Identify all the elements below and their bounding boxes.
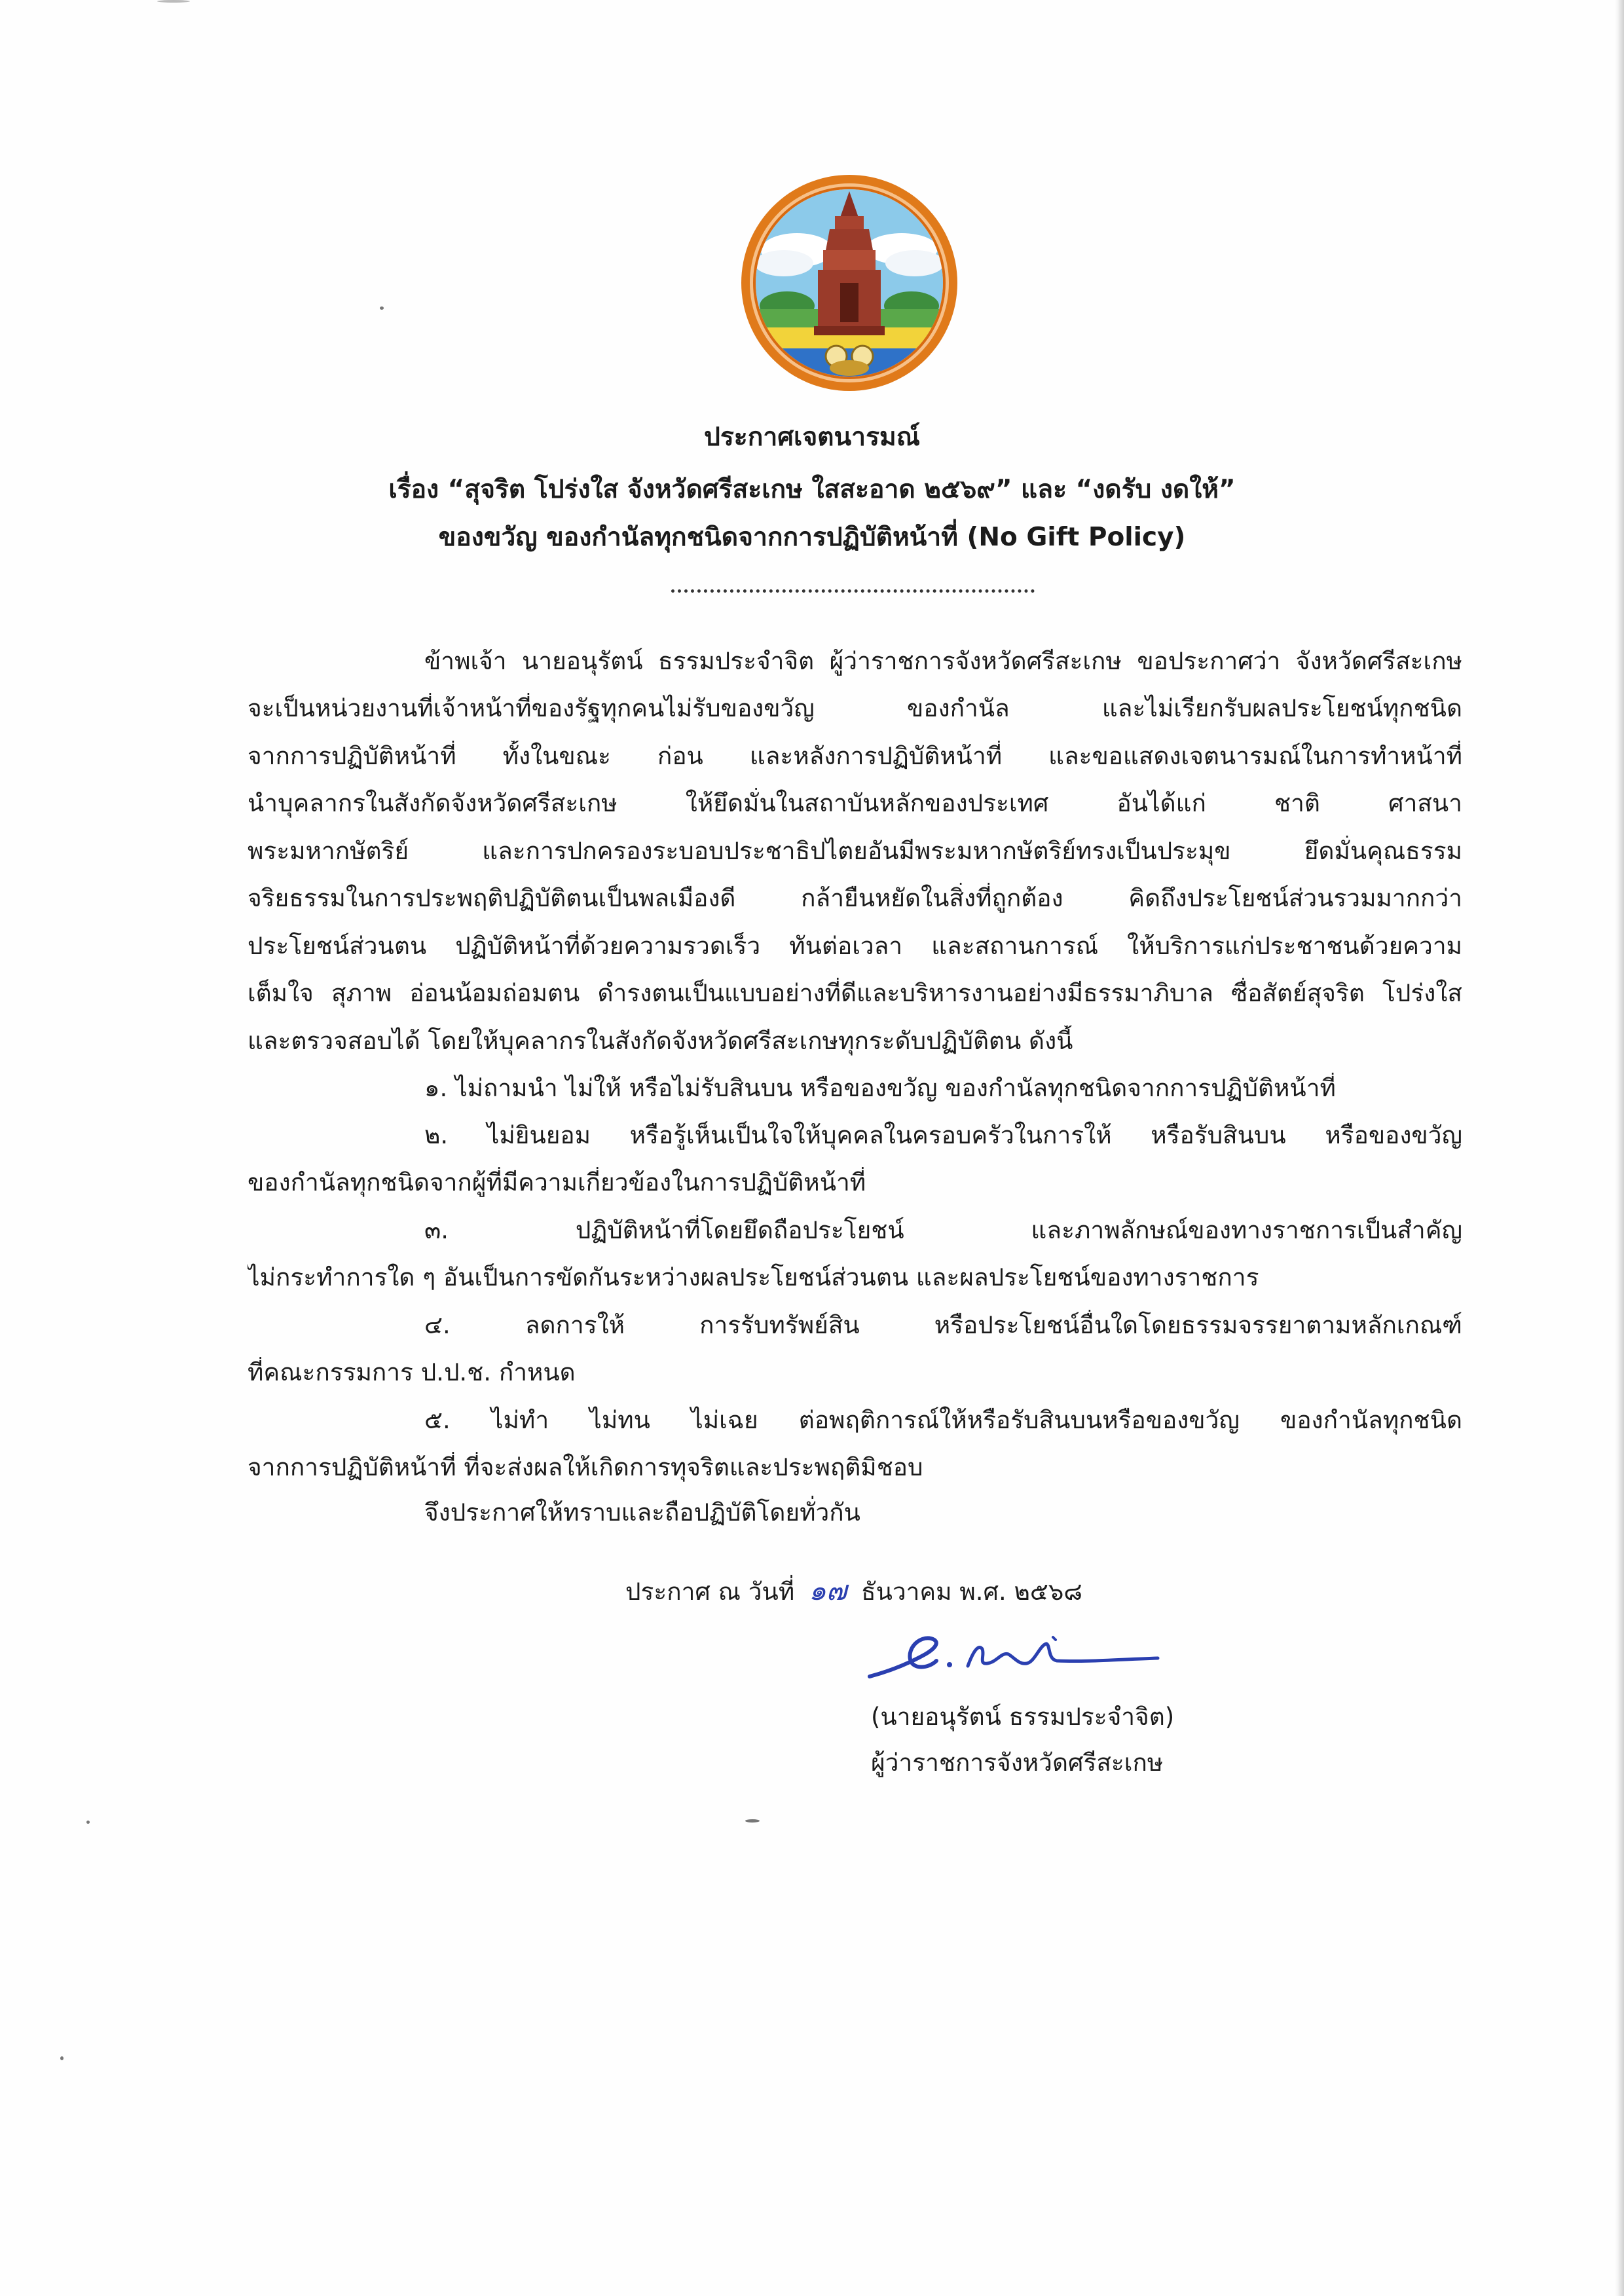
signer-title: ผู้ว่าราชการจังหวัดศรีสะเกษ xyxy=(871,1749,1164,1777)
announcement-date xyxy=(625,1575,1082,1608)
scan-speck xyxy=(60,2056,64,2060)
list-item-4-continued: ที่คณะกรรมการ ป.ป.ช. กำหนด xyxy=(248,1358,576,1386)
scan-speck xyxy=(86,1821,90,1824)
closing-statement: จึงประกาศให้ทราบและถือปฏิบัติโดยทั่วกัน xyxy=(424,1498,860,1527)
announcement-subject: เรื่อง “สุจริต โปร่งใส จังหวัดศรีสะเกษ ใสสะอาด ๒๕๖๙” และ “งดรับ งดให้” xyxy=(388,475,1236,504)
body-line: จริยธรรมในการประพฤติปฏิบัติตนเป็นพลเมืองดี กล้ายืนหยัดในสิ่งที่ถูกต้อง คิดถึงประโยชน์ส่วนรวมมากกว่า xyxy=(248,884,1462,912)
body-line: เต็มใจ สุภาพ อ่อนน้อมถ่อมตน ดำรงตนเป็นแบบอย่างที่ดีและบริหารงานอย่างมีธรรมาภิบาล ซื่อสัตย์สุจริต โปร่งใส xyxy=(248,979,1462,1007)
signer-name: (นายอนุรัตน์ ธรรมประจำจิต) xyxy=(871,1703,1175,1731)
body-line: ข้าพเจ้า นายอนุรัตน์ ธรรมประจำจิต ผู้ว่าราชการจังหวัดศรีสะเกษ ขอประกาศว่า จังหวัดศรีสะเกษ xyxy=(424,647,1462,675)
date-day-handwritten: ๑๗ xyxy=(808,1574,847,1606)
scan-speck xyxy=(380,306,384,310)
list-item-5: ๕. ไม่ทำ ไม่ทน ไม่เฉย ต่อพฤติการณ์ให้หรือรับสินบนหรือของขวัญ ของกำนัลทุกชนิด xyxy=(424,1406,1462,1434)
announcement-title: ประกาศเจตนารมณ์ xyxy=(704,422,920,452)
announcement-subject-continued: ของขวัญ ของกำนัลทุกชนิดจากการปฏิบัติหน้าที่ (No Gift Policy) xyxy=(438,523,1186,552)
body-line: จากการปฏิบัติหน้าที่ ทั้งในขณะ ก่อน และหลังการปฏิบัติหน้าที่ และขอแสดงเจตนารมณ์ในการทำหน้าที่ xyxy=(248,742,1462,770)
body-line: พระมหากษัตริย์ และการปกครองระบอบประชาธิปไตยอันมีพระมหากษัตริย์ทรงเป็นประมุข ยึดมั่นคุณธรรม xyxy=(248,837,1462,865)
list-item-2-continued: ของกำนัลทุกชนิดจากผู้ที่มีความเกี่ยวข้องในการปฏิบัติหน้าที่ xyxy=(248,1168,866,1196)
body-line: นำบุคลากรในสังกัดจังหวัดศรีสะเกษ ให้ยึดมั่นในสถาบันหลักของประเทศ อันได้แก่ ชาติ ศาสนา xyxy=(248,789,1462,817)
scan-speck xyxy=(745,1819,760,1823)
list-item-1: ๑. ไม่ถามนำ ไม่ให้ หรือไม่รับสินบน หรือของขวัญ ของกำนัลทุกชนิดจากการปฏิบัติหน้าที่ xyxy=(424,1074,1336,1102)
scan-speck xyxy=(157,0,190,3)
body-line: ประโยชน์ส่วนตน ปฏิบัติหน้าที่ด้วยความรวดเร็ว ทันต่อเวลา และสถานการณ์ ให้บริการแก่ประชาชนด้วยความ xyxy=(248,932,1462,960)
date-suffix: ธันวาคม พ.ศ. ๒๕๖๘ xyxy=(861,1578,1082,1606)
list-item-4: ๔. ลดการให้ การรับทรัพย์สิน หรือประโยชน์อื่นใดโดยธรรมจรรยาตามหลักเกณฑ์ xyxy=(424,1311,1462,1339)
list-item-5-continued: จากการปฏิบัติหน้าที่ ที่จะส่งผลให้เกิดการทุจริตและประพฤติมิชอบ xyxy=(248,1453,923,1481)
body-line: จะเป็นหน่วยงานที่เจ้าหน้าที่ของรัฐทุกคนไม่รับของขวัญ ของกำนัล และไม่เรียกรับผลประโยชน์ทุกชนิด xyxy=(248,694,1462,722)
handwritten-signature xyxy=(863,1625,1164,1697)
list-item-2: ๒. ไม่ยินยอม หรือรู้เห็นเป็นใจให้บุคคลในครอบครัวในการให้ หรือรับสินบน หรือของขวัญ xyxy=(424,1121,1462,1149)
province-seal-icon xyxy=(738,172,961,394)
list-item-3-continued: ไม่กระทำการใด ๆ อันเป็นการขัดกันระหว่างผลประโยชน์ส่วนตน และผลประโยชน์ของทางราชการ xyxy=(248,1263,1259,1291)
date-prefix: ประกาศ ณ วันที่ xyxy=(625,1578,795,1606)
body-line: และตรวจสอบได้ โดยให้บุคลากรในสังกัดจังหวัดศรีสะเกษทุกระดับปฏิบัติตน ดังนี้ xyxy=(248,1027,1073,1055)
page-edge-shadow xyxy=(1615,0,1624,2296)
dotted-divider xyxy=(671,589,1035,593)
list-item-3: ๓. ปฏิบัติหน้าที่โดยยึดถือประโยชน์ และภาพลักษณ์ของทางราชการเป็นสำคัญ xyxy=(424,1216,1462,1244)
